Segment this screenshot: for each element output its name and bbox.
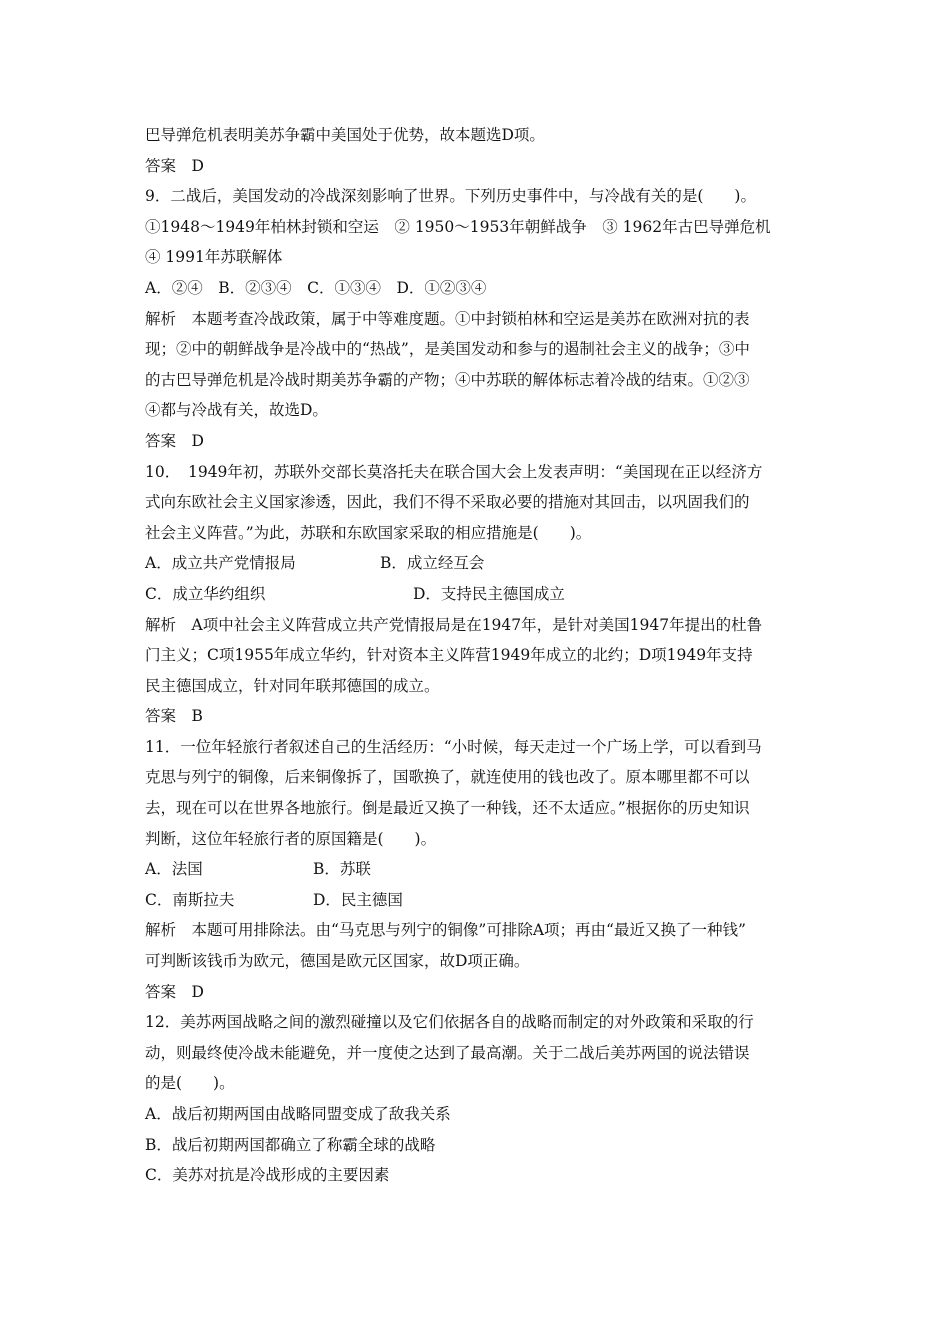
question-10-stem: 社会主义阵营。”为此，苏联和东欧国家采取的相应措施是( )。	[145, 523, 592, 542]
analysis-line: 解析 A项中社会主义阵营成立共产党情报局是在1947年，是针对美国1947年提出的杜鲁	[145, 615, 763, 634]
question-10-stem: 10． 1949年初，苏联外交部长莫洛托夫在联合国大会上发表声明：“美国现在正以经济方	[145, 462, 763, 481]
answer-line: 答案 D	[145, 156, 204, 175]
option-a: A．法国	[145, 860, 203, 879]
question-12-stem: 动，则最终使冷战未能避免，并一度使之达到了最高潮。关于二战后美苏两国的说法错误	[145, 1043, 750, 1062]
question-11-stem: 去，现在可以在世界各地旅行。倒是最近又换了一种钱，还不太适应。”根据你的历史知识	[145, 799, 750, 818]
document-page	[145, 120, 810, 1191]
analysis-line: 现；②中的朝鲜战争是冷战中的“热战”，是美国发动和参与的遏制社会主义的战争；③中	[145, 340, 750, 359]
question-9-items: ①1948～1949年柏林封锁和空运 ② 1950～1953年朝鲜战争 ③ 1962年古巴导弹危机	[145, 217, 771, 236]
analysis-line: 民主德国成立，针对同年联邦德国的成立。	[145, 676, 440, 695]
question-11-options-row	[145, 854, 810, 885]
analysis-line: 解析 本题考查冷战政策，属于中等难度题。①中封锁柏林和空运是美苏在欧洲对抗的表	[145, 309, 750, 328]
analysis-line: 解析 本题可用排除法。由“马克思与列宁的铜像”可排除A项；再由“最近又换了一种钱”	[145, 921, 746, 940]
question-9-stem: 9．二战后，美国发动的冷战深刻影响了世界。下列历史事件中，与冷战有关的是( )。	[145, 187, 756, 206]
analysis-line: ④都与冷战有关，故选D。	[145, 401, 328, 420]
question-11-stem: 判断，这位年轻旅行者的原国籍是( )。	[145, 829, 437, 848]
option-d: D．民主德国	[313, 890, 403, 909]
answer-line: 答案 D	[145, 431, 204, 450]
question-11-stem: 11．一位年轻旅行者叙述自己的生活经历：“小时候，每天走过一个广场上学，可以看到马	[145, 737, 762, 756]
option-c: C．南斯拉夫	[145, 890, 235, 909]
question-12-stem: 12．美苏两国战略之间的激烈碰撞以及它们依据各自的战略而制定的对外政策和采取的行	[145, 1013, 754, 1032]
question-11-stem: 克思与列宁的铜像，后来铜像拆了，国歌换了，就连使用的钱也改了。原本哪里都不可以	[145, 768, 750, 787]
question-10-stem: 式向东欧社会主义国家渗透，因此，我们不得不采取必要的措施对其回击，以巩固我们的	[145, 493, 750, 512]
analysis-line: 门主义；C项1955年成立华约，针对资本主义阵营1949年成立的北约；D项1949年支持	[145, 646, 753, 665]
option-c: C．成立华约组织	[145, 584, 266, 603]
question-10-options-row	[145, 548, 810, 579]
analysis-line: 的古巴导弹危机是冷战时期美苏争霸的产物；④中苏联的解体标志着冷战的结束。①②③	[145, 370, 750, 389]
option-c: C．美苏对抗是冷战形成的主要因素	[145, 1166, 390, 1185]
answer-line: 答案 D	[145, 982, 204, 1001]
option-b: B．战后初期两国都确立了称霸全球的战略	[145, 1135, 436, 1154]
question-9-options: A．②④ B．②③④ C．①③④ D．①②③④	[145, 278, 487, 297]
option-b: B．苏联	[313, 860, 371, 879]
question-11-options-row	[145, 885, 810, 916]
option-a: A．成立共产党情报局	[145, 554, 296, 573]
option-b: B．成立经互会	[380, 554, 485, 573]
answer-line: 答案 B	[145, 707, 203, 726]
option-a: A．战后初期两国由战略同盟变成了敌我关系	[145, 1105, 451, 1123]
question-10-options-row	[145, 579, 810, 610]
text-line: 巴导弹危机表明美苏争霸中美国处于优势，故本题选D项。	[145, 126, 545, 144]
option-d: D．支持民主德国成立	[413, 584, 565, 603]
analysis-line: 可判断该钱币为欧元，德国是欧元区国家，故D项正确。	[145, 952, 530, 971]
question-12-stem: 的是( )。	[145, 1074, 235, 1093]
question-9-items: ④ 1991年苏联解体	[145, 248, 283, 267]
